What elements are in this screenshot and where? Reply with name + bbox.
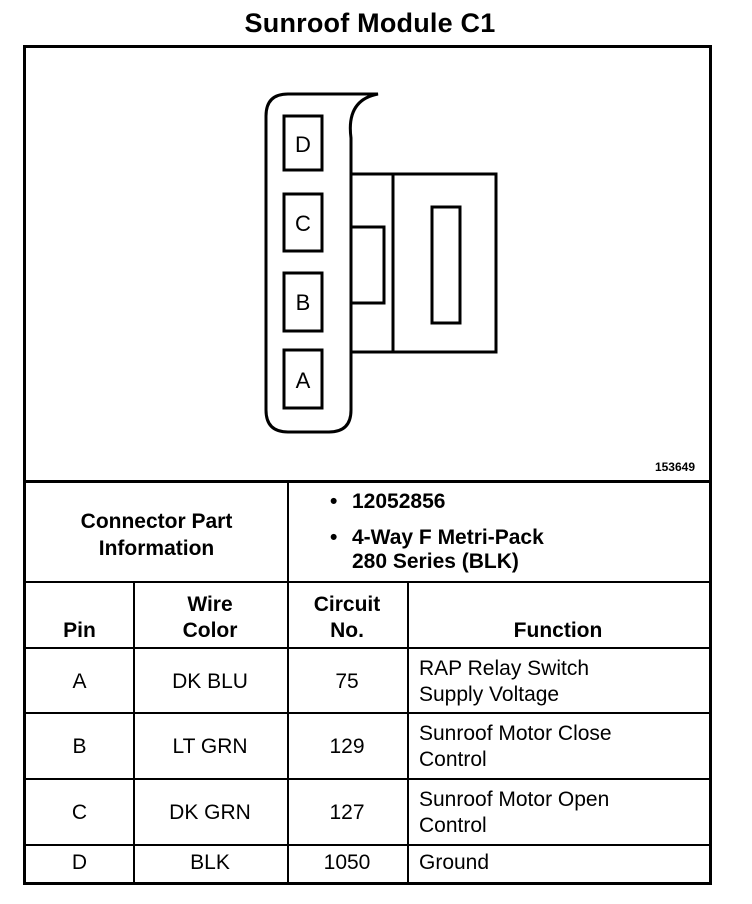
pin-label-b: B xyxy=(295,290,311,315)
header-wire-color: Wire Color xyxy=(182,593,238,642)
pin-label-c: C xyxy=(295,211,311,236)
row-d-pin: D xyxy=(71,851,88,874)
page-title: Sunroof Module C1 xyxy=(244,8,496,38)
part-info-bottom-line xyxy=(26,581,709,583)
table-row-line-3 xyxy=(26,844,709,846)
row-a-pin: A xyxy=(72,670,87,693)
row-b-wire-color: LT GRN xyxy=(172,735,248,758)
latch-slot xyxy=(432,207,460,323)
row-d-function: Ground xyxy=(419,851,490,874)
table-row-line-2 xyxy=(26,778,709,780)
row-b-function: Sunroof Motor Close Control xyxy=(419,722,612,771)
latch-tab xyxy=(351,227,384,303)
row-b-circuit: 129 xyxy=(329,735,365,758)
connector-diagram xyxy=(26,48,709,483)
row-d-wire-color: BLK xyxy=(190,851,230,874)
row-d-circuit: 1050 xyxy=(323,851,371,874)
row-c-function: Sunroof Motor Open Control xyxy=(419,788,610,837)
part-info-item-1: • 12052856 xyxy=(330,490,446,513)
header-function: Function xyxy=(513,619,603,642)
row-a-function: RAP Relay Switch Supply Voltage xyxy=(419,657,590,706)
pin-label-a: A xyxy=(295,368,311,393)
row-a-circuit: 75 xyxy=(335,670,359,693)
header-pin: Pin xyxy=(63,619,96,642)
pin-label-d: D xyxy=(295,132,311,157)
connector-face-drawing xyxy=(26,48,709,480)
table-header-bottom-line xyxy=(26,647,709,649)
row-b-pin: B xyxy=(72,735,87,758)
part-info-item-2: • 4-Way F Metri-Pack 280 Series (BLK) xyxy=(330,526,544,573)
table-row-line-1 xyxy=(26,712,709,714)
row-c-pin: C xyxy=(71,801,88,824)
row-c-circuit: 127 xyxy=(329,801,365,824)
row-a-wire-color: DK BLU xyxy=(172,670,248,693)
header-circuit-no: Circuit No. xyxy=(313,593,381,642)
row-c-wire-color: DK GRN xyxy=(169,801,251,824)
connector-chart xyxy=(23,45,712,885)
latch-housing xyxy=(351,174,496,352)
part-info-divider xyxy=(287,483,289,583)
figure-number: 153649 xyxy=(654,460,695,474)
part-info-label: Connector Part Information xyxy=(80,510,233,560)
